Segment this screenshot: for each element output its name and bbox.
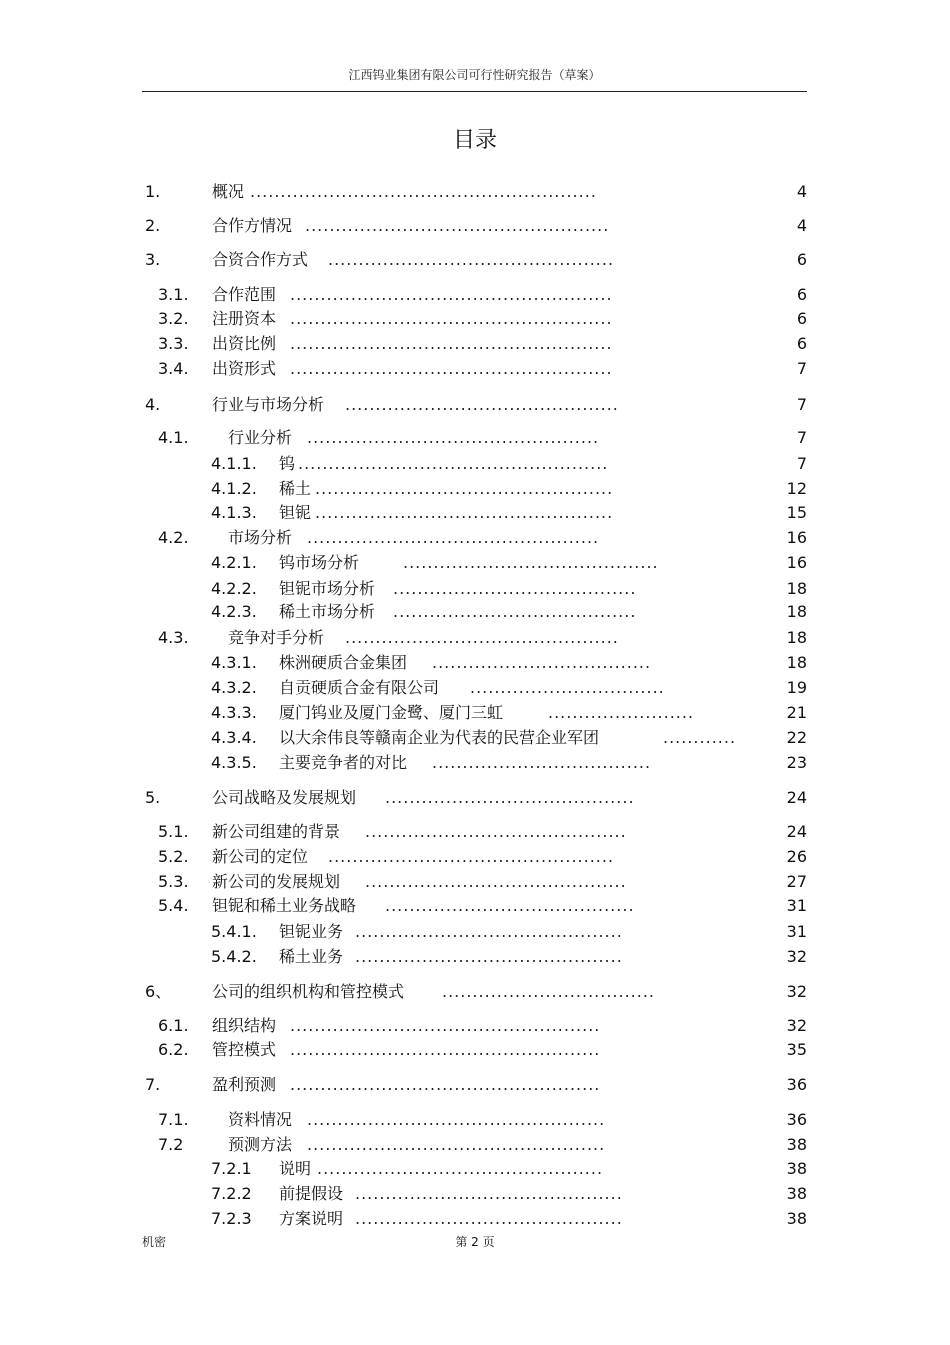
toc-entry-leader: ......................................... bbox=[385, 788, 635, 807]
toc-entry-page: 6 bbox=[796, 285, 807, 304]
toc-entry-leader: ................................... bbox=[442, 982, 656, 1001]
toc-entry-page: 6 bbox=[796, 334, 807, 353]
toc-entry-title: 盈利预测 bbox=[212, 1075, 277, 1094]
toc-entry-number: 6.2. bbox=[158, 1040, 189, 1059]
toc-entry[interactable] bbox=[0, 626, 950, 650]
toc-entry[interactable] bbox=[0, 701, 950, 725]
toc-entry-number: 5.3. bbox=[158, 872, 189, 891]
toc-entry-title: 钽铌市场分析 bbox=[279, 579, 376, 598]
toc-entry-page: 31 bbox=[786, 922, 807, 941]
toc-entry-title: 钽铌业务 bbox=[279, 922, 344, 941]
toc-entry-title: 公司的组织机构和管控模式 bbox=[212, 982, 405, 1001]
toc-entry-title: 出资比例 bbox=[212, 334, 277, 353]
toc-entry-number: 4.3.2. bbox=[211, 678, 257, 697]
toc-entry-page: 16 bbox=[786, 553, 807, 572]
toc-entry-number: 5.4. bbox=[158, 896, 189, 915]
toc-entry-page: 35 bbox=[786, 1040, 807, 1059]
toc-entry-number: 4.1.1. bbox=[211, 454, 257, 473]
toc-entry-page: 26 bbox=[786, 847, 807, 866]
toc-entry-leader: ................................................. bbox=[315, 503, 614, 522]
toc-entry-title: 市场分析 bbox=[228, 528, 293, 547]
toc-entry-page: 32 bbox=[786, 947, 807, 966]
running-header: 江西钨业集团有限公司可行性研究报告（草案） bbox=[142, 62, 807, 92]
toc-entry[interactable] bbox=[0, 980, 950, 1004]
toc-entry-number: 4.3. bbox=[158, 628, 189, 647]
toc-entry-number: 3.4. bbox=[158, 359, 189, 378]
toc-entry-number: 4.2.1. bbox=[211, 553, 257, 572]
toc-entry-number: 5.4.1. bbox=[211, 922, 257, 941]
toc-entry-title: 钨 bbox=[279, 454, 296, 473]
toc-entry-leader: ............................................... bbox=[317, 1159, 604, 1178]
toc-entry[interactable] bbox=[0, 1108, 950, 1132]
toc-entry-title: 自贡硬质合金有限公司 bbox=[279, 678, 440, 697]
toc-entry-page: 32 bbox=[786, 982, 807, 1001]
toc-entry-number: 7.2.2 bbox=[211, 1184, 252, 1203]
toc-entry-page: 16 bbox=[786, 528, 807, 547]
toc-entry[interactable] bbox=[0, 751, 950, 775]
toc-entry[interactable] bbox=[0, 501, 950, 525]
toc-entry-number: 5.2. bbox=[158, 847, 189, 866]
toc-entry-title: 公司战略及发展规划 bbox=[212, 788, 357, 807]
toc-entry-leader: ................................................. bbox=[307, 1110, 606, 1129]
toc-entry[interactable] bbox=[0, 283, 950, 307]
toc-entry[interactable] bbox=[0, 307, 950, 331]
toc-entry-leader: ................................................... bbox=[290, 1075, 601, 1094]
toc-entry-number: 5. bbox=[145, 788, 161, 807]
toc-entry-leader: ............ bbox=[663, 728, 737, 747]
toc-entry-leader: ............................................ bbox=[355, 922, 623, 941]
toc-entry-leader: ......................................... bbox=[385, 896, 635, 915]
toc-entry[interactable] bbox=[0, 1157, 950, 1181]
toc-entry[interactable] bbox=[0, 393, 950, 417]
toc-entry-number: 4.1.3. bbox=[211, 503, 257, 522]
toc-entry-title: 稀土 bbox=[279, 479, 312, 498]
toc-entry-title: 合作范围 bbox=[212, 285, 277, 304]
toc-entry-number: 3. bbox=[145, 250, 161, 269]
toc-entry-leader: .................................... bbox=[432, 753, 652, 772]
toc-entry-number: 5.1. bbox=[158, 822, 189, 841]
toc-entry-leader: ........................................ bbox=[393, 602, 637, 621]
toc-entry[interactable] bbox=[0, 577, 950, 601]
toc-entry-leader: ........................................... bbox=[365, 872, 627, 891]
toc-entry-page: 7 bbox=[796, 395, 807, 414]
toc-entry[interactable] bbox=[0, 526, 950, 550]
toc-entry-number: 5.4.2. bbox=[211, 947, 257, 966]
toc-entry-page: 22 bbox=[786, 728, 807, 747]
toc-entry-page: 31 bbox=[786, 896, 807, 915]
toc-entry-number: 4. bbox=[145, 395, 161, 414]
toc-entry[interactable] bbox=[0, 180, 950, 204]
toc-entry-title: 新公司的定位 bbox=[212, 847, 309, 866]
toc-entry[interactable] bbox=[0, 1182, 950, 1206]
toc-entry-leader: .................................................. bbox=[305, 216, 610, 235]
toc-entry-number: 4.2. bbox=[158, 528, 189, 547]
toc-entry-title: 资料情况 bbox=[228, 1110, 293, 1129]
toc-entry-number: 4.3.3. bbox=[211, 703, 257, 722]
toc-entry-title: 钨市场分析 bbox=[279, 553, 360, 572]
toc-entry-page: 4 bbox=[796, 182, 807, 201]
toc-entry-page: 7 bbox=[796, 428, 807, 447]
toc-entry-number: 3.2. bbox=[158, 309, 189, 328]
toc-entry-title: 方案说明 bbox=[279, 1209, 344, 1228]
toc-entry-page: 38 bbox=[786, 1135, 807, 1154]
toc-entry-page: 24 bbox=[786, 822, 807, 841]
toc-entry-page: 18 bbox=[786, 653, 807, 672]
toc-entry-leader: ............................................ bbox=[355, 947, 623, 966]
toc-entry-page: 38 bbox=[786, 1159, 807, 1178]
toc-entry-title: 组织结构 bbox=[212, 1016, 277, 1035]
toc-entry-title: 稀土业务 bbox=[279, 947, 344, 966]
toc-entry-title: 株洲硬质合金集团 bbox=[279, 653, 408, 672]
toc-entry-leader: .................................... bbox=[432, 653, 652, 672]
toc-entry[interactable] bbox=[0, 426, 950, 450]
toc-entry-title: 稀土市场分析 bbox=[279, 602, 376, 621]
toc-entry-leader: ............................................... bbox=[328, 250, 615, 269]
toc-entry-page: 15 bbox=[786, 503, 807, 522]
toc-entry-page: 7 bbox=[796, 359, 807, 378]
toc-entry-title: 新公司组建的背景 bbox=[212, 822, 341, 841]
toc-entry-number: 4.1.2. bbox=[211, 479, 257, 498]
toc-entry-title: 概况 bbox=[212, 182, 245, 201]
toc-entry-page: 21 bbox=[786, 703, 807, 722]
toc-entry[interactable] bbox=[0, 600, 950, 624]
toc-entry[interactable] bbox=[0, 651, 950, 675]
toc-entry-page: 4 bbox=[796, 216, 807, 235]
toc-entry-page: 32 bbox=[786, 1016, 807, 1035]
toc-entry-leader: ............................................. bbox=[345, 395, 619, 414]
toc-entry-number: 6.1. bbox=[158, 1016, 189, 1035]
toc-entry-leader: .......................................... bbox=[403, 553, 659, 572]
toc-entry-number: 7.2 bbox=[158, 1135, 184, 1154]
toc-entry-leader: ..................................................... bbox=[290, 334, 613, 353]
toc-entry-leader: ............................................ bbox=[355, 1209, 623, 1228]
toc-entry-page: 23 bbox=[786, 753, 807, 772]
toc-entry[interactable] bbox=[0, 786, 950, 810]
toc-entry[interactable] bbox=[0, 1133, 950, 1157]
toc-entry-title: 合资合作方式 bbox=[212, 250, 309, 269]
toc-entry-leader: ......................................................... bbox=[250, 182, 597, 201]
toc-entry-leader: ................................................. bbox=[307, 1135, 606, 1154]
toc-entry-page: 18 bbox=[786, 579, 807, 598]
toc-entry[interactable] bbox=[0, 676, 950, 700]
toc-entry-page: 12 bbox=[786, 479, 807, 498]
toc-entry[interactable] bbox=[0, 726, 950, 750]
toc-entry[interactable] bbox=[0, 945, 950, 969]
toc-entry-leader: ........................................ bbox=[393, 579, 637, 598]
footer-page-number: 第 2 页 bbox=[455, 1235, 495, 1249]
toc-entry-page: 24 bbox=[786, 788, 807, 807]
toc-entry-leader: ............................................... bbox=[328, 847, 615, 866]
toc-entry-page: 27 bbox=[786, 872, 807, 891]
toc-entry-leader: ................................................ bbox=[307, 428, 600, 447]
toc-entry[interactable] bbox=[0, 894, 950, 918]
toc-entry-leader: ............................................. bbox=[345, 628, 619, 647]
toc-entry[interactable] bbox=[0, 452, 950, 476]
toc-entry-leader: ........................................... bbox=[365, 822, 627, 841]
toc-entry-number: 4.3.5. bbox=[211, 753, 257, 772]
toc-entry-number: 4.2.3. bbox=[211, 602, 257, 621]
toc-entry-number: 7.2.3 bbox=[211, 1209, 252, 1228]
toc-entry-number: 1. bbox=[145, 182, 161, 201]
toc-entry[interactable] bbox=[0, 357, 950, 381]
toc-entry-number: 4.3.1. bbox=[211, 653, 257, 672]
toc-entry-leader: ................................................. bbox=[315, 479, 614, 498]
toc-entry[interactable] bbox=[0, 845, 950, 869]
toc-entry-leader: ................................ bbox=[470, 678, 665, 697]
toc-entry[interactable] bbox=[0, 820, 950, 844]
toc-entry-number: 2. bbox=[145, 216, 161, 235]
toc-entry-leader: ................................................... bbox=[290, 1016, 601, 1035]
toc-entry-leader: ..................................................... bbox=[290, 309, 613, 328]
toc-entry-title: 注册资本 bbox=[212, 309, 277, 328]
toc-entry-page: 36 bbox=[786, 1075, 807, 1094]
toc-entry-page: 36 bbox=[786, 1110, 807, 1129]
toc-entry-title: 钽铌和稀土业务战略 bbox=[212, 896, 357, 915]
toc-entry-number: 7.1. bbox=[158, 1110, 189, 1129]
toc-entry[interactable] bbox=[0, 1038, 950, 1062]
toc-entry-title: 新公司的发展规划 bbox=[212, 872, 341, 891]
toc-entry-page: 7 bbox=[796, 454, 807, 473]
toc-entry[interactable] bbox=[0, 477, 950, 501]
toc-entry[interactable] bbox=[0, 870, 950, 894]
toc-entry[interactable] bbox=[0, 1014, 950, 1038]
toc-entry-leader: ........................ bbox=[548, 703, 695, 722]
toc-entry-title: 说明 bbox=[279, 1159, 312, 1178]
toc-title: 目录 bbox=[452, 128, 497, 153]
toc-entry-title: 竞争对手分析 bbox=[228, 628, 325, 647]
footer-confidential: 机密 bbox=[142, 1235, 167, 1249]
toc-entry-leader: ............................................ bbox=[355, 1184, 623, 1203]
toc-entry[interactable] bbox=[0, 1207, 950, 1231]
toc-entry-title: 预测方法 bbox=[228, 1135, 293, 1154]
toc-entry-page: 18 bbox=[786, 602, 807, 621]
toc-entry-title: 主要竞争者的对比 bbox=[279, 753, 408, 772]
toc-entry-number: 3.3. bbox=[158, 334, 189, 353]
toc-entry-leader: ..................................................... bbox=[290, 285, 613, 304]
toc-entry-page: 6 bbox=[796, 250, 807, 269]
toc-entry-title: 合作方情况 bbox=[212, 216, 293, 235]
toc-entry-title: 以大余伟良等赣南企业为代表的民营企业军团 bbox=[279, 728, 600, 747]
toc-entry-leader: ..................................................... bbox=[290, 359, 613, 378]
toc-entry-title: 管控模式 bbox=[212, 1040, 277, 1059]
toc-entry-leader: ................................................ bbox=[307, 528, 600, 547]
toc-entry-number: 7. bbox=[145, 1075, 161, 1094]
toc-entry-title: 厦门钨业及厦门金鹭、厦门三虹 bbox=[279, 703, 504, 722]
toc-entry-title: 钽铌 bbox=[279, 503, 312, 522]
toc-entry[interactable] bbox=[0, 214, 950, 238]
toc-entry-number: 4.3.4. bbox=[211, 728, 257, 747]
toc-entry-title: 行业分析 bbox=[228, 428, 293, 447]
toc-entry-title: 出资形式 bbox=[212, 359, 277, 378]
toc-entry[interactable] bbox=[0, 920, 950, 944]
toc-entry[interactable] bbox=[0, 551, 950, 575]
toc-entry[interactable] bbox=[0, 332, 950, 356]
toc-entry-title: 前提假设 bbox=[279, 1184, 344, 1203]
toc-entry-number: 4.2.2. bbox=[211, 579, 257, 598]
toc-entry-number: 7.2.1 bbox=[211, 1159, 252, 1178]
toc-entry[interactable] bbox=[0, 1073, 950, 1097]
toc-entry-page: 19 bbox=[786, 678, 807, 697]
toc-entry[interactable] bbox=[0, 248, 950, 272]
toc-entry-number: 4.1. bbox=[158, 428, 189, 447]
toc-entry-number: 3.1. bbox=[158, 285, 189, 304]
toc-entry-page: 6 bbox=[796, 309, 807, 328]
toc-entry-number: 6、 bbox=[145, 982, 172, 1001]
toc-entry-page: 38 bbox=[786, 1209, 807, 1228]
toc-entry-leader: ................................................... bbox=[298, 454, 609, 473]
toc-entry-page: 38 bbox=[786, 1184, 807, 1203]
toc-entry-title: 行业与市场分析 bbox=[212, 395, 325, 414]
toc-entry-leader: ................................................... bbox=[290, 1040, 601, 1059]
toc-entry-page: 18 bbox=[786, 628, 807, 647]
